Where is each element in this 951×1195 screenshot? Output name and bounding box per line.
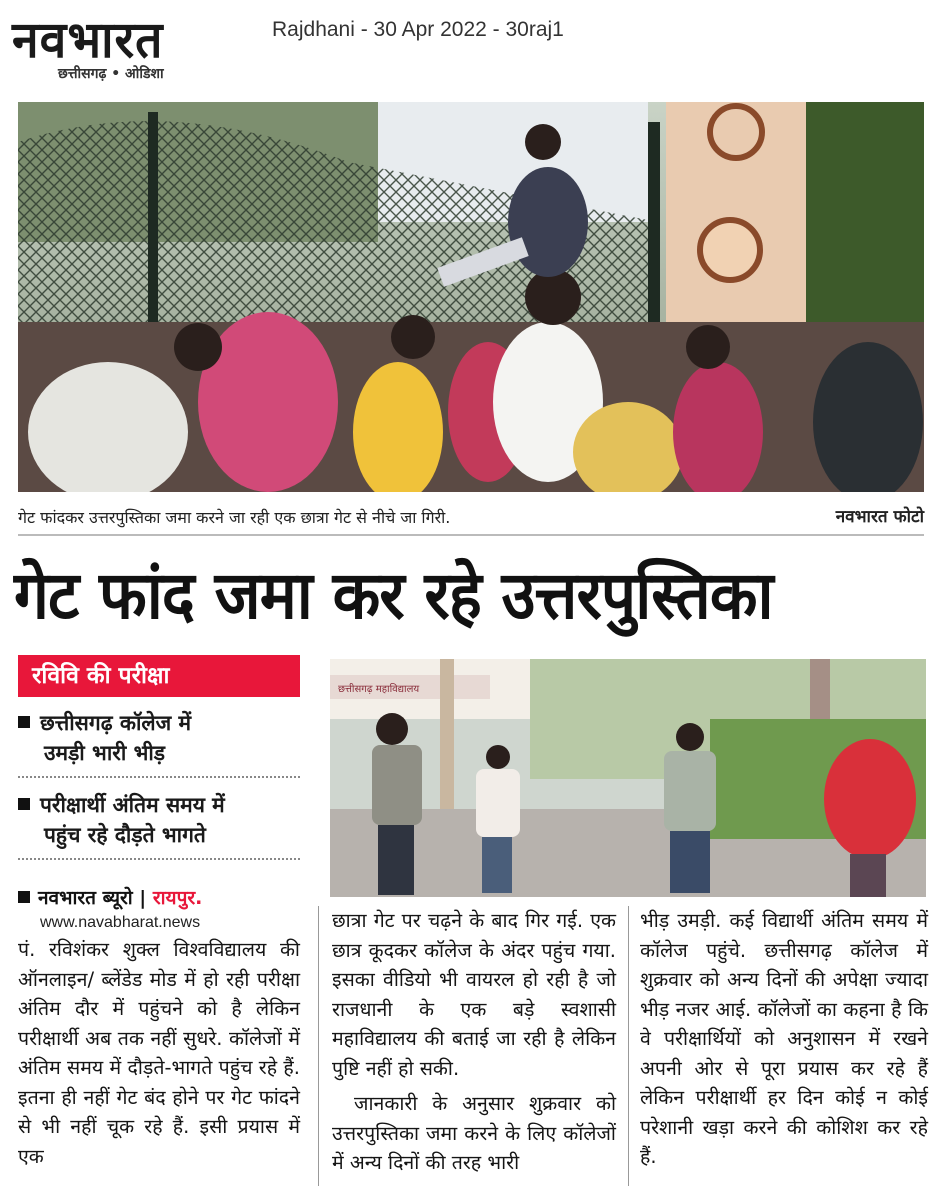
website-url: www.navabharat.news [40,914,201,931]
bullet-point: छत्तीसगढ़ कॉलेज में उमड़ी भारी भीड़ [18,708,300,768]
article-column-2: छात्रा गेट पर चढ़ने के बाद गिर गई. एक छात्र कूदकर कॉलेज के अंदर पहुंच गया. इसका वीडियो भी वायरल हो रही है जो राजधानी के एक बड़े स्वशासी महाविद्यालय की बताई जा रही है लेकिन पुष्टि नहीं हो सकी. जानकारी के अनुसार शुक्रवार को उत्तरपुस्तिका जमा करने के लिए कॉलेजों में अन्य दिनों की तरह भारी [332,909,616,1174]
column-divider [318,906,319,1186]
bullet-point: परीक्षार्थी अंतिम समय में पहुंच रहे दौड़ते भागते [18,790,300,850]
square-bullet-icon [18,891,30,903]
byline-city: रायपुर. [152,887,203,909]
byline-brand: नवभारत ब्यूरो [38,887,133,909]
byline: नवभारत ब्यूरो | रायपुर. [18,884,202,910]
article-column-3: भीड़ उमड़ी. कई विद्यार्थी अंतिम समय में कॉलेज पहुंचे. छत्तीसगढ़ कॉलेज में शुक्रवार को अन्य दिनों की अपेक्षा ज्यादा भीड़ नजर आई. कॉलेजों का कहना है कि वे परीक्षार्थियों को अनुशासन में रखने अपनी ओर से पूरा प्रयास कर रहे हैं लेकिन परीक्षार्थी हर दिन कोई न कोई परेशानी खड़ा करने की कोशिश कर रहे हैं. [640,909,928,1168]
column-divider [628,906,629,1186]
logo-subtitle: छत्तीसगढ़ • ओडिशा [58,66,164,82]
college-sign: छत्तीसगढ़ महाविद्यालय [338,684,420,695]
square-bullet-icon [18,716,30,728]
gate-crowd-photo [18,102,924,492]
square-bullet-icon [18,798,30,810]
secondary-photo [330,659,926,897]
main-photo [18,102,924,492]
edition-info: Rajdhani - 30 Apr 2022 - 30raj1 [272,18,564,41]
photo-credit: नवभारत फोटो [835,507,924,527]
divider [18,776,300,778]
students-running-photo [330,659,926,897]
photo-caption-row [18,500,924,536]
divider [18,858,300,860]
newspaper-logo: नवभारत [12,10,164,70]
masthead [8,6,258,86]
section-tag: रविवि की परीक्षा [18,655,300,697]
headline: गेट फांद जमा कर रहे उत्तरपुस्तिका [14,557,773,634]
photo-caption: गेट फांदकर उत्तरपुस्तिका जमा करने जा रही एक छात्रा गेट से नीचे जा गिरी. [18,508,451,527]
article-column-1: पं. रविशंकर शुक्ल विश्वविद्यालय की ऑनलाइन/ ब्लेंडेड मोड में हो रही परीक्षा अंतिम दौर में पहुंचने को है लेकिन परीक्षार्थी अब तक नहीं सुधरे. कॉलेजों में अंतिम समय में दौड़ते-भागते पहुंच रहे हैं. इतना ही नहीं गेट बंद होने पर गेट फांदने से भी नहीं चूक रहे हैं. इसी प्रयास में एक [18,938,300,1168]
